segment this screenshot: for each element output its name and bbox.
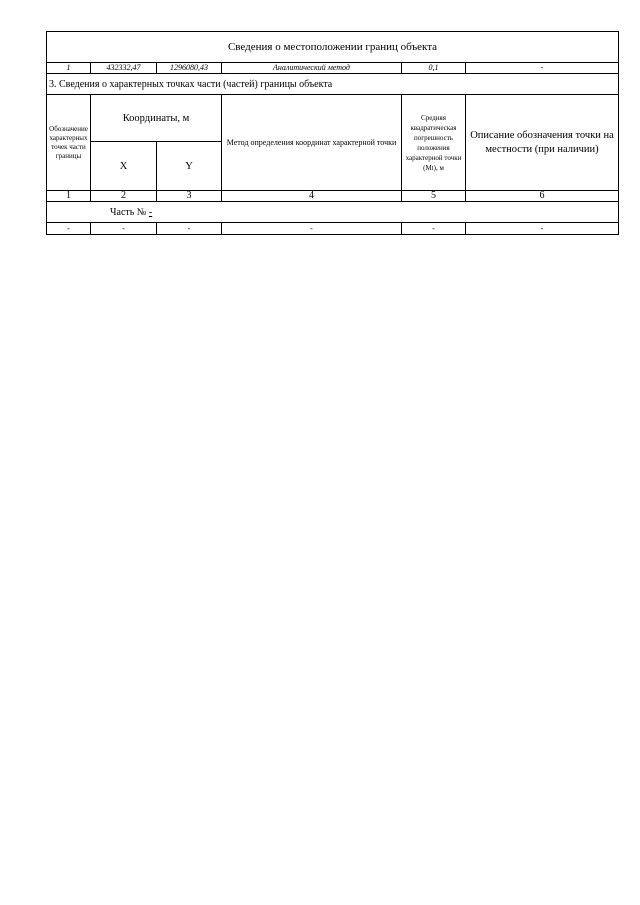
header-x: X (91, 142, 157, 191)
empty-cell: - (157, 223, 222, 235)
column-number: 3 (157, 191, 222, 202)
column-number: 4 (222, 191, 402, 202)
column-number: 1 (47, 191, 91, 202)
header-mean-square-error: Средняя квадратическая погрешность положения характерной точки (Mt), м (402, 95, 466, 191)
point-id-cell: 1 (47, 63, 91, 74)
column-number: 2 (91, 191, 157, 202)
section-title: 3. Сведения о характерных точках части (частей) границы объекта (47, 74, 619, 95)
empty-cell: - (222, 223, 402, 235)
part-number: - (148, 206, 153, 218)
description-cell: - (466, 63, 619, 74)
column-number-row (47, 191, 619, 202)
method-cell: Аналитический метод (222, 63, 402, 74)
empty-cell: - (466, 223, 619, 235)
header-y: Y (157, 142, 222, 191)
part-label-text: Часть № (110, 206, 147, 218)
empty-cell: - (47, 223, 91, 235)
table-row (47, 63, 619, 74)
accuracy-cell: 0,1 (402, 63, 466, 74)
empty-cell: - (402, 223, 466, 235)
table-row (47, 223, 619, 235)
header-point-designation: Обозначение характерных точек части границы (47, 95, 91, 191)
table-title: Сведения о местоположении границ объекта (47, 32, 619, 63)
header-method: Метод определения координат характерной точки (222, 95, 402, 191)
x-coordinate-cell: 432332,47 (91, 63, 157, 74)
empty-cell: - (91, 223, 157, 235)
header-coordinates: Координаты, м (91, 95, 222, 142)
header-description: Описание обозначения точки на местности (при наличии) (466, 95, 619, 191)
column-number: 6 (466, 191, 619, 202)
boundary-table (46, 31, 619, 235)
y-coordinate-cell: 1296080,43 (157, 63, 222, 74)
column-number: 5 (402, 191, 466, 202)
part-label (47, 202, 619, 223)
